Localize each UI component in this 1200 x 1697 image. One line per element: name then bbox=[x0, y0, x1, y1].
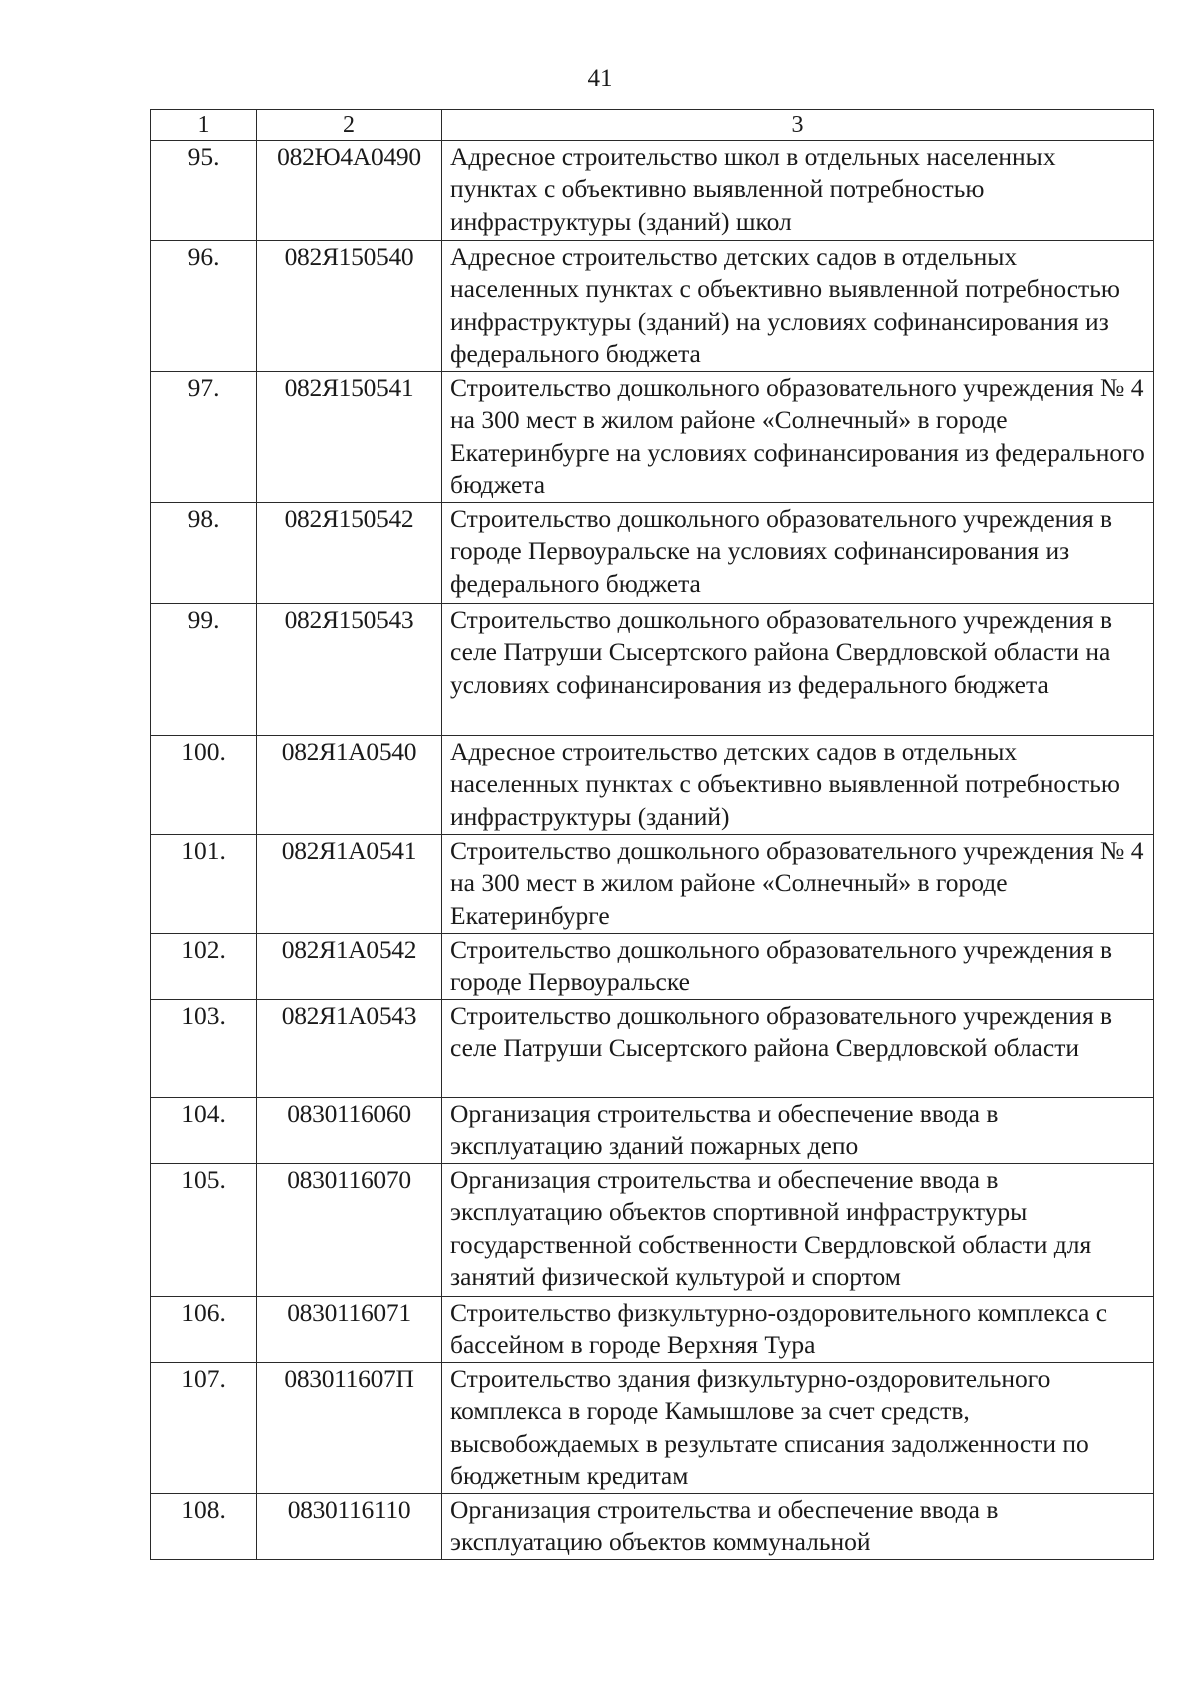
row-description: Организация строительства и обеспечение ввода в эксплуатацию объектов коммунальной bbox=[442, 1494, 1154, 1560]
table-row bbox=[151, 503, 1154, 604]
row-number: 99. bbox=[151, 604, 257, 736]
table-row bbox=[151, 1363, 1154, 1494]
table-row bbox=[151, 835, 1154, 934]
row-description: Адресное строительство детских садов в отдельных населенных пунктах с объективно выявленной потребностью инфраструктуры (зданий) bbox=[442, 736, 1154, 835]
table-row bbox=[151, 372, 1154, 503]
header-row bbox=[151, 110, 1154, 141]
row-number: 101. bbox=[151, 835, 257, 934]
table-row bbox=[151, 1164, 1154, 1297]
row-number: 102. bbox=[151, 934, 257, 1000]
row-description: Строительство дошкольного образовательного учреждения № 4 на 300 мест в жилом районе «Солнечный» в городе Екатеринбурге bbox=[442, 835, 1154, 934]
row-number: 97. bbox=[151, 372, 257, 503]
row-number: 108. bbox=[151, 1494, 257, 1560]
table-body bbox=[151, 141, 1154, 1560]
table-row bbox=[151, 1494, 1154, 1560]
row-number: 103. bbox=[151, 1000, 257, 1098]
table-row bbox=[151, 1098, 1154, 1164]
budget-code: 0830116110 bbox=[257, 1494, 442, 1560]
row-number: 107. bbox=[151, 1363, 257, 1494]
row-description: Строительство физкультурно-оздоровительного комплекса с бассейном в городе Верхняя Тура bbox=[442, 1297, 1154, 1363]
row-description: Строительство дошкольного образовательного учреждения в городе Первоуральске на условиях софинансирования из федерального бюджета bbox=[442, 503, 1154, 604]
budget-code: 082Я1А0543 bbox=[257, 1000, 442, 1098]
table-row bbox=[151, 604, 1154, 736]
table-row bbox=[151, 934, 1154, 1000]
budget-code: 082Я1А0540 bbox=[257, 736, 442, 835]
row-description: Организация строительства и обеспечение ввода в эксплуатацию зданий пожарных депо bbox=[442, 1098, 1154, 1164]
row-description: Адресное строительство детских садов в отдельных населенных пунктах с объективно выявленной потребностью инфраструктуры (зданий) на условиях софинансирования из федерального бюджета bbox=[442, 241, 1154, 372]
table-row bbox=[151, 1000, 1154, 1098]
row-description: Строительство дошкольного образовательного учреждения в городе Первоуральске bbox=[442, 934, 1154, 1000]
budget-code: 0830116071 bbox=[257, 1297, 442, 1363]
table-row bbox=[151, 736, 1154, 835]
table-row bbox=[151, 241, 1154, 372]
row-number: 95. bbox=[151, 141, 257, 241]
row-number: 98. bbox=[151, 503, 257, 604]
budget-code: 083011607П bbox=[257, 1363, 442, 1494]
row-number: 100. bbox=[151, 736, 257, 835]
row-description: Строительство дошкольного образовательного учреждения в селе Патруши Сысертского района Свердловской области на условиях софинансирования из федерального бюджета bbox=[442, 604, 1154, 736]
row-number: 96. bbox=[151, 241, 257, 372]
row-number: 104. bbox=[151, 1098, 257, 1164]
budget-code: 082Я1А0542 bbox=[257, 934, 442, 1000]
budget-codes-table bbox=[150, 109, 1154, 1560]
budget-code: 0830116060 bbox=[257, 1098, 442, 1164]
page-number: 41 bbox=[587, 65, 613, 92]
budget-code: 082Я150540 bbox=[257, 241, 442, 372]
budget-code: 082Ю4А0490 bbox=[257, 141, 442, 241]
row-description: Адресное строительство школ в отдельных населенных пунктах с объективно выявленной потребностью инфраструктуры (зданий) школ bbox=[442, 141, 1154, 241]
row-description: Строительство дошкольного образовательного учреждения в селе Патруши Сысертского района Свердловской области bbox=[442, 1000, 1154, 1098]
row-description: Строительство дошкольного образовательного учреждения № 4 на 300 мест в жилом районе «Солнечный» в городе Екатеринбурге на условиях софинансирования из федерального бюджета bbox=[442, 372, 1154, 503]
row-number: 105. bbox=[151, 1164, 257, 1297]
budget-code: 0830116070 bbox=[257, 1164, 442, 1297]
header-col-1: 1 bbox=[151, 110, 257, 141]
table-row bbox=[151, 1297, 1154, 1363]
row-number: 106. bbox=[151, 1297, 257, 1363]
row-description: Строительство здания физкультурно-оздоровительного комплекса в городе Камышлове за счет средств, высвобождаемых в результате списания задолженности по бюджетным кредитам bbox=[442, 1363, 1154, 1494]
row-description: Организация строительства и обеспечение ввода в эксплуатацию объектов спортивной инфраструктуры государственной собственности Свердловской области для занятий физической культурой и спортом bbox=[442, 1164, 1154, 1297]
budget-code: 082Я150543 bbox=[257, 604, 442, 736]
table-header bbox=[151, 110, 1154, 141]
header-col-2: 2 bbox=[257, 110, 442, 141]
table-row bbox=[151, 141, 1154, 241]
header-col-3: 3 bbox=[442, 110, 1154, 141]
budget-code: 082Я150541 bbox=[257, 372, 442, 503]
budget-code: 082Я150542 bbox=[257, 503, 442, 604]
budget-code: 082Я1А0541 bbox=[257, 835, 442, 934]
